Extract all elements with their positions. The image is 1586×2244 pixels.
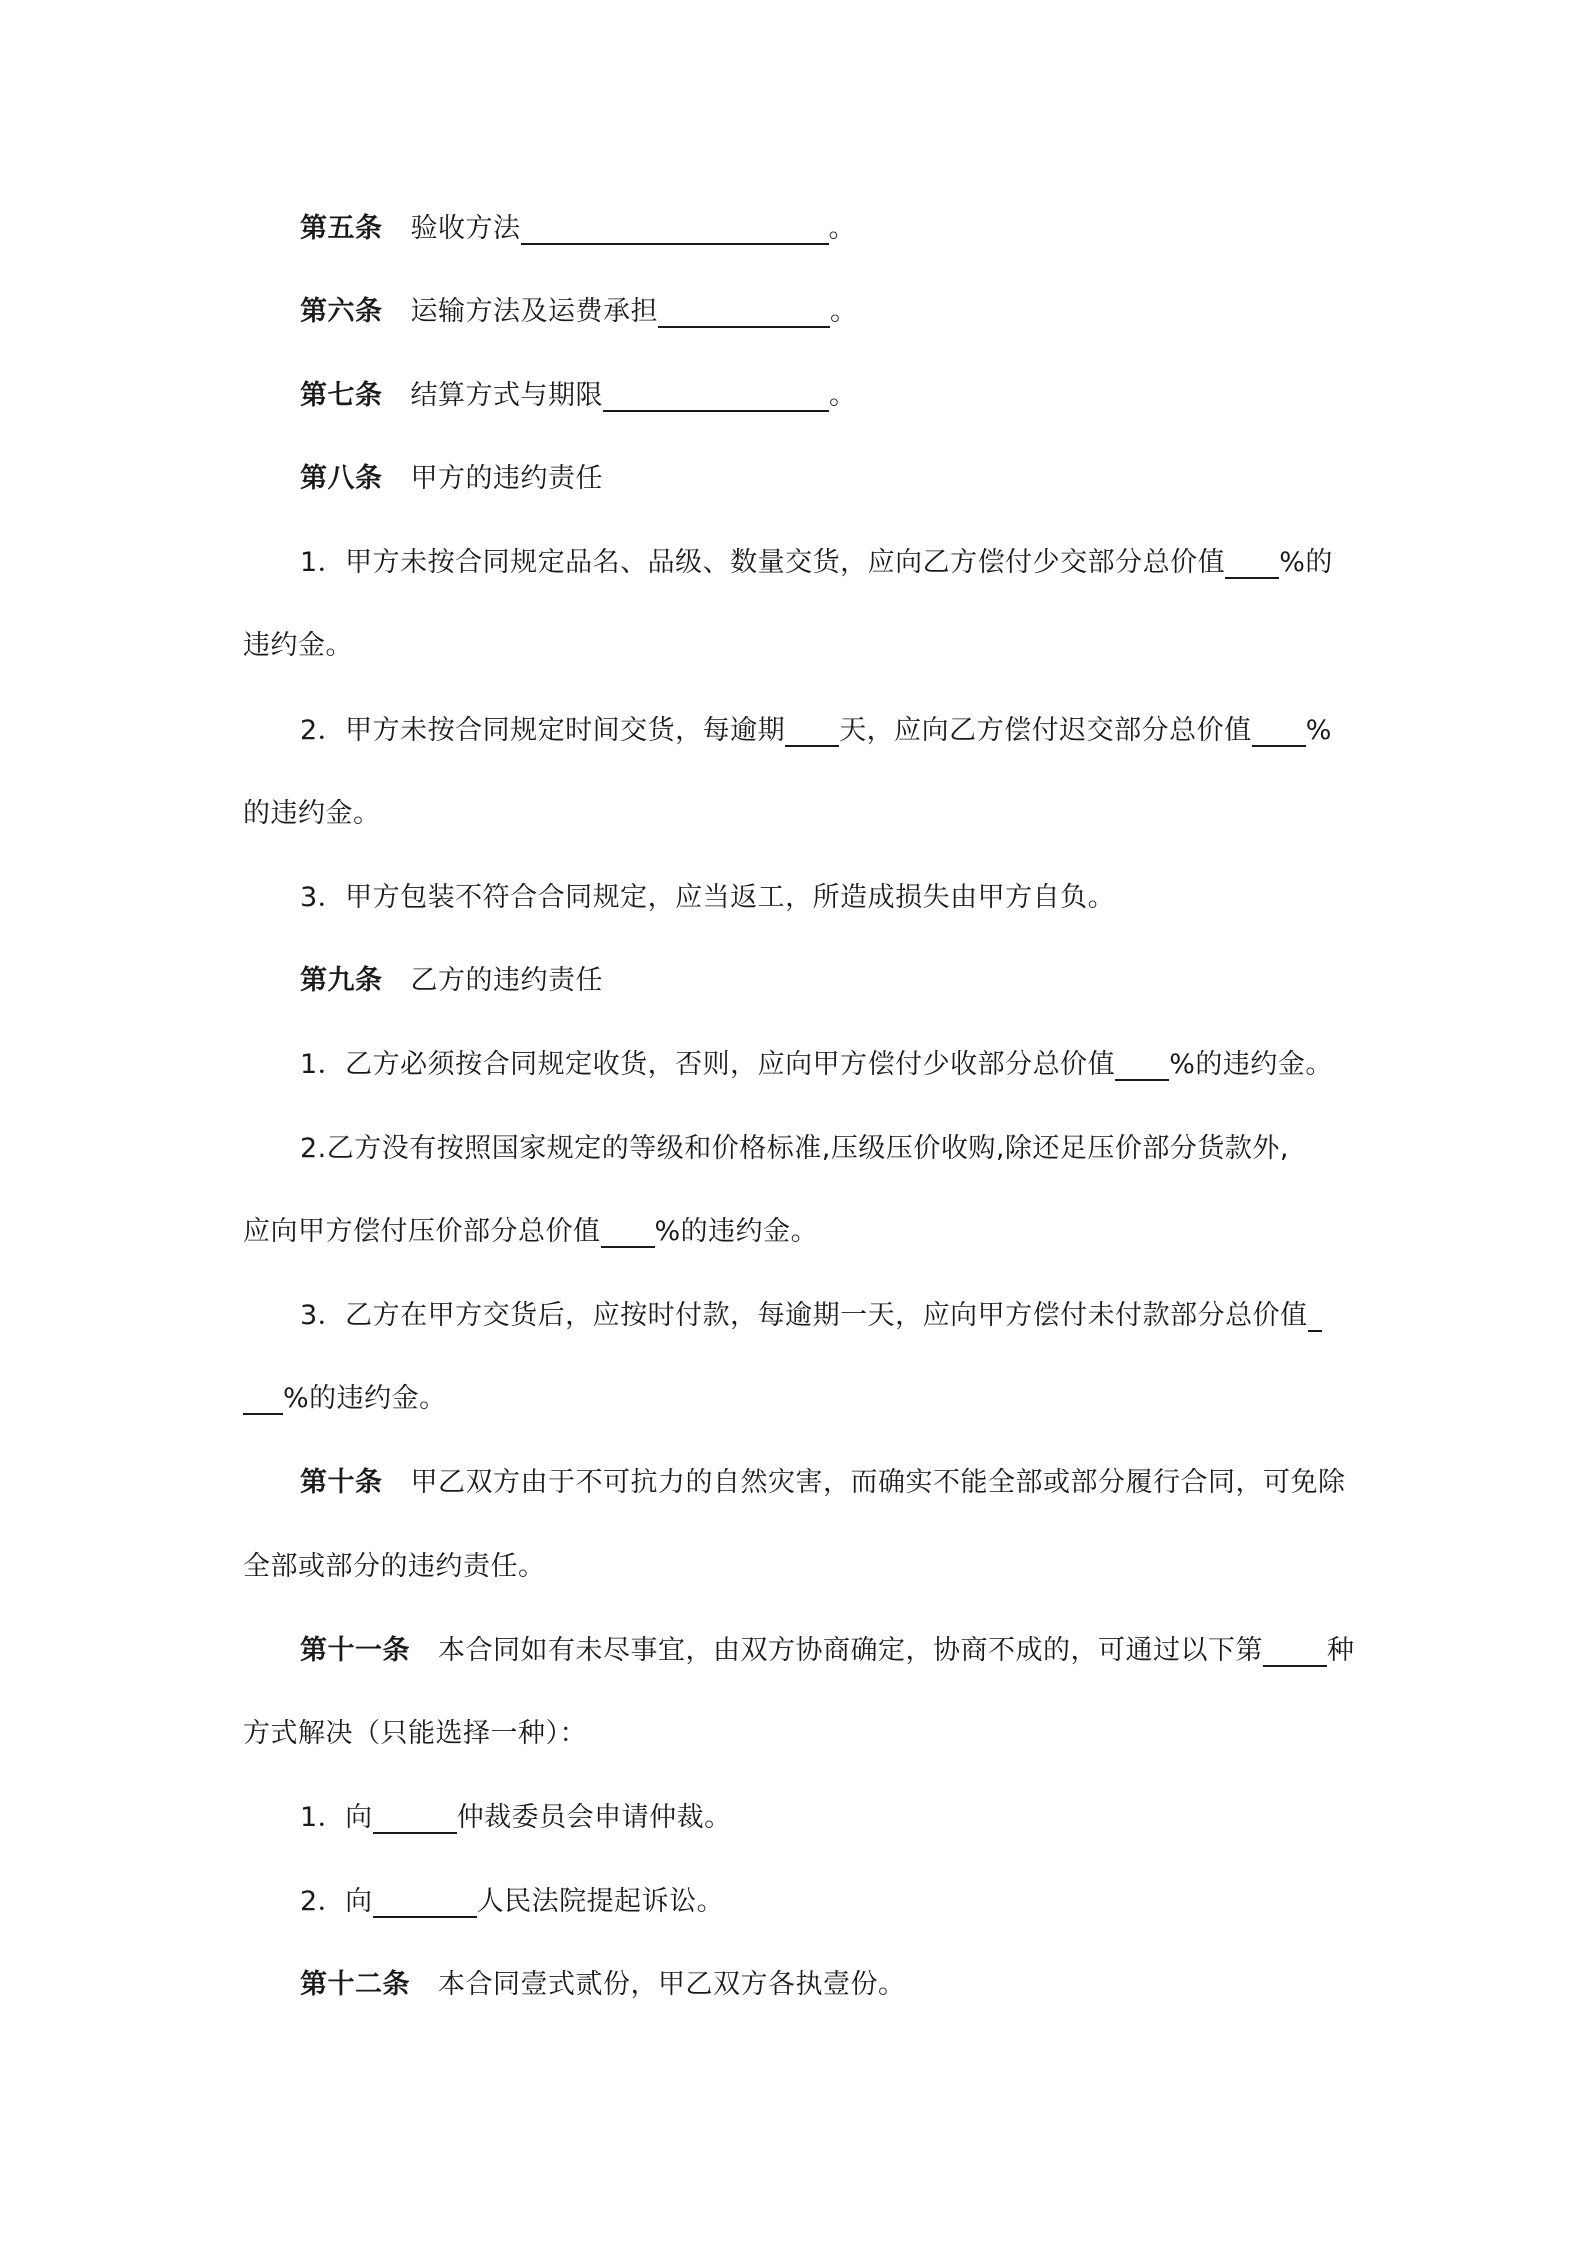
article-9-item-3-cont	[243, 1381, 447, 1417]
article-11-blank	[1263, 1635, 1327, 1667]
article-7-heading: 第七条	[300, 380, 383, 411]
article-9-item-3-suffix: %的违约金。	[283, 1383, 447, 1414]
article-5-heading: 第五条	[300, 213, 383, 244]
article-8-item-2-cont-text: 的违约金。	[243, 798, 381, 829]
article-8-item-1-cont-text: 违约金。	[243, 630, 353, 661]
article-7	[300, 378, 857, 414]
article-5	[300, 211, 856, 247]
article-8-item-2-days-blank	[785, 715, 839, 747]
article-8-item-2-cont	[243, 796, 381, 832]
article-10	[300, 1465, 1346, 1501]
article-8-item-1	[300, 545, 1333, 581]
article-9-item-1-text: 1．乙方必须按合同规定收货，否则，应向甲方偿付少收部分总价值	[300, 1049, 1116, 1080]
article-10-cont	[243, 1549, 546, 1585]
article-8-item-2-mid: 天，应向乙方偿付迟交部分总价值	[839, 715, 1252, 746]
article-9-item-1	[300, 1047, 1333, 1083]
article-11-text: 本合同如有未尽事宜，由双方协商确定，协商不成的，可通过以下第	[438, 1635, 1263, 1666]
article-8-item-1-blank	[1225, 547, 1279, 579]
article-9-item-2-cont	[243, 1214, 818, 1250]
article-8-item-2	[300, 713, 1332, 749]
article-5-text: 验收方法	[410, 213, 521, 244]
article-6	[300, 294, 858, 330]
article-10-heading: 第十条	[300, 1467, 383, 1498]
article-8-item-1-suffix: %的	[1279, 547, 1333, 578]
article-8-title: 甲方的违约责任	[410, 463, 603, 494]
article-9-heading: 第九条	[300, 965, 383, 996]
article-8-heading: 第八条	[300, 463, 383, 494]
article-9-title: 乙方的违约责任	[410, 965, 603, 996]
article-9-heading-line	[300, 963, 603, 999]
article-12-text: 本合同壹式贰份，甲乙双方各执壹份。	[438, 1969, 906, 2000]
article-9-item-1-blank	[1115, 1049, 1169, 1081]
article-8-item-1-cont	[243, 628, 353, 664]
article-8-item-1-text: 1．甲方未按合同规定品名、品级、数量交货，应向乙方偿付少交部分总价值	[300, 547, 1226, 578]
article-9-item-2	[300, 1131, 1289, 1167]
article-7-end: 。	[829, 380, 857, 411]
article-7-blank	[603, 380, 829, 412]
article-9-item-1-suffix: %的违约金。	[1169, 1049, 1333, 1080]
article-9-item-3-text: 3．乙方在甲方交货后，应按时付款，每逾期一天，应向甲方偿付未付款部分总价值	[300, 1300, 1308, 1331]
article-9-item-2-cont-text: 应向甲方偿付压价部分总价值	[243, 1216, 601, 1247]
article-9-item-3-blank-start	[1308, 1300, 1322, 1332]
article-11-option-1-prefix: 1．向	[300, 1802, 373, 1833]
article-6-text: 运输方法及运费承担	[410, 296, 658, 327]
article-11-option-2-text: 人民法院提起诉讼。	[476, 1886, 725, 1917]
article-11-option-2	[300, 1884, 724, 1920]
article-9-item-3	[300, 1298, 1322, 1334]
article-11-cont-text: 方式解决（只能选择一种）：	[243, 1718, 587, 1749]
article-8-item-2-text: 2．甲方未按合同规定时间交货，每逾期	[300, 715, 786, 746]
article-9-item-3-blank-end	[243, 1383, 283, 1415]
article-11-end: 种	[1327, 1635, 1355, 1666]
article-5-end: 。	[828, 213, 856, 244]
article-6-blank	[658, 296, 830, 328]
article-6-heading: 第六条	[300, 296, 383, 327]
article-11-cont	[243, 1716, 587, 1752]
article-7-text: 结算方式与期限	[410, 380, 603, 411]
article-11-option-1-blank	[373, 1802, 457, 1834]
article-11-option-2-prefix: 2．向	[300, 1886, 373, 1917]
article-11	[300, 1633, 1355, 1669]
article-10-text: 甲乙双方由于不可抗力的自然灾害，而确实不能全部或部分履行合同，可免除	[410, 1467, 1346, 1498]
article-10-cont-text: 全部或部分的违约责任。	[243, 1551, 546, 1582]
article-8-item-2-pct-blank	[1252, 715, 1306, 747]
article-6-end: 。	[830, 296, 858, 327]
article-8-item-3-text: 3．甲方包装不符合合同规定，应当返工，所造成损失由甲方自负。	[300, 882, 1116, 913]
article-11-option-1	[300, 1800, 732, 1836]
article-9-item-2-suffix: %的违约金。	[654, 1216, 819, 1247]
article-12-heading: 第十二条	[300, 1969, 410, 2000]
article-11-heading: 第十一条	[300, 1635, 410, 1666]
article-8-item-3	[300, 880, 1115, 916]
article-8-item-2-pct: %	[1305, 715, 1332, 746]
article-12	[300, 1967, 906, 2003]
article-9-item-2-blank	[601, 1216, 655, 1248]
article-9-item-2-text: 2.乙方没有按照国家规定的等级和价格标准,压级压价收购,除还足压价部分货款外,	[300, 1133, 1290, 1164]
article-11-option-2-blank	[373, 1886, 477, 1918]
article-5-blank	[521, 213, 829, 245]
article-11-option-1-text: 仲裁委员会申请仲裁。	[456, 1802, 732, 1833]
article-8-heading-line	[300, 461, 603, 497]
